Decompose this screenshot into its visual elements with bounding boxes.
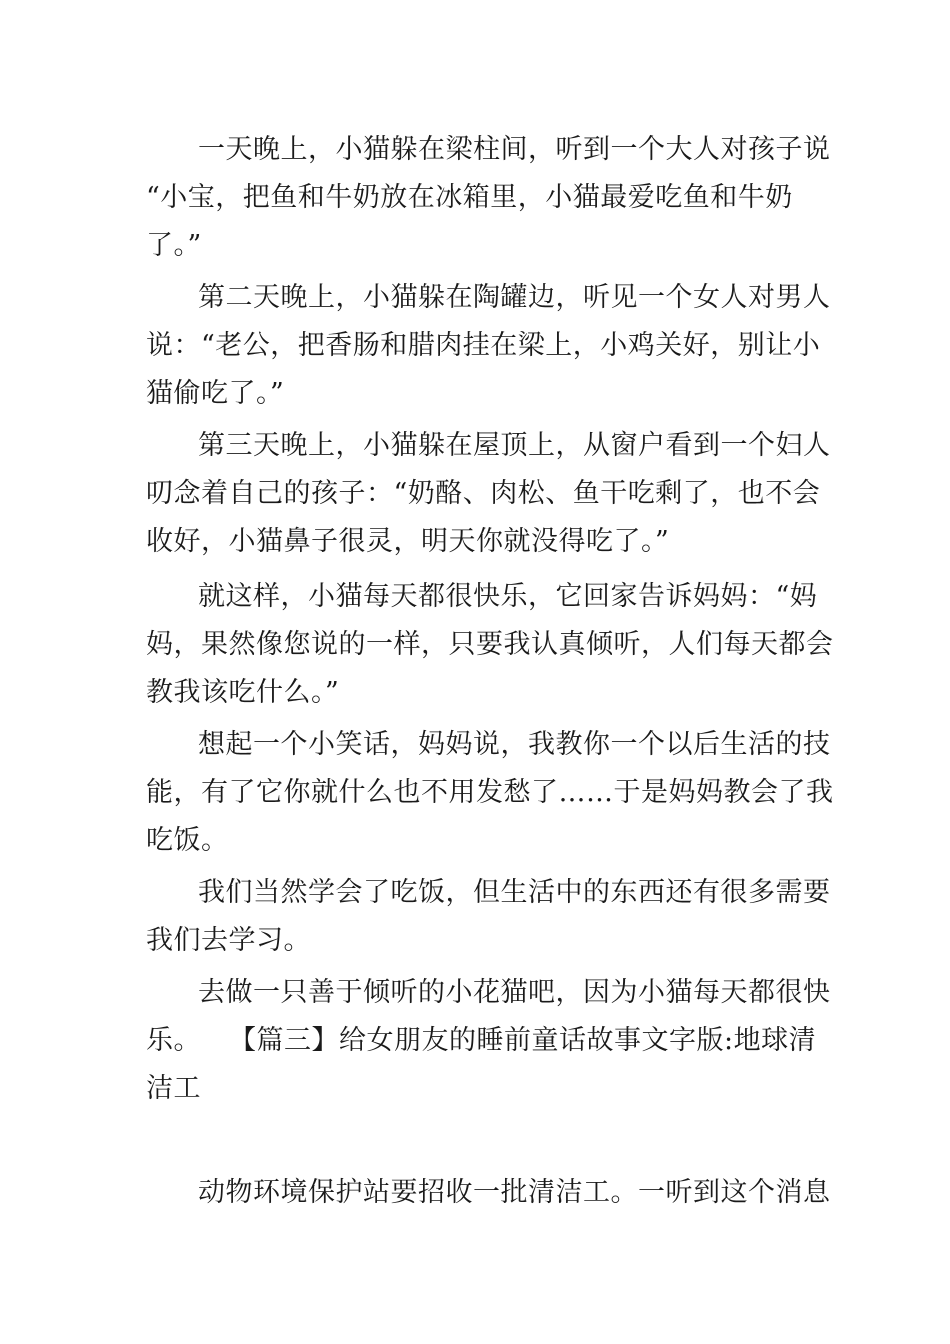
text-line: 吃饭。: [146, 825, 229, 856]
text-line: 一天晚上，小猫躲在梁柱间，听到一个大人对孩子说: [198, 134, 831, 165]
text-line: 收好，小猫鼻子很灵，明天你就没得吃了。”: [146, 526, 670, 557]
text-line: 教我该吃什么。”: [146, 677, 340, 708]
text-line: 妈，果然像您说的一样，只要我认真倾听，人们每天都会: [146, 629, 834, 660]
text-line: 叨念着自己的孩子：“奶酪、肉松、鱼干吃剩了，也不会: [146, 478, 821, 509]
text-line: 我们当然学会了吃饭，但生活中的东西还有很多需要: [198, 877, 831, 908]
text-line: 我们去学习。: [146, 925, 311, 956]
text-line: “小宝，把鱼和牛奶放在冰箱里，小猫最爱吃鱼和牛奶: [146, 182, 793, 213]
text-line: 乐。 【篇三】给女朋友的睡前童话故事文字版:地球清: [146, 1025, 817, 1056]
text-line: 第二天晚上，小猫躲在陶罐边，听见一个女人对男人: [198, 282, 831, 313]
text-line: 能，有了它你就什么也不用发愁了……于是妈妈教会了我: [146, 777, 834, 808]
text-line: 了。”: [146, 230, 202, 261]
text-line: 猫偷吃了。”: [146, 378, 285, 409]
text-line: 去做一只善于倾听的小花猫吧，因为小猫每天都很快: [198, 977, 831, 1008]
text-line: 第三天晚上，小猫躲在屋顶上，从窗户看到一个妇人: [198, 430, 831, 461]
text-line: 想起一个小笑话，妈妈说，我教你一个以后生活的技: [198, 729, 831, 760]
text-line: 洁工: [146, 1073, 201, 1104]
text-line: 就这样，小猫每天都很快乐，它回家告诉妈妈：“妈: [198, 581, 818, 612]
text-line: 动物环境保护站要招收一批清洁工。一听到这个消息: [198, 1177, 831, 1208]
text-line: 说：“老公，把香肠和腊肉挂在梁上，小鸡关好，别让小: [146, 330, 821, 361]
